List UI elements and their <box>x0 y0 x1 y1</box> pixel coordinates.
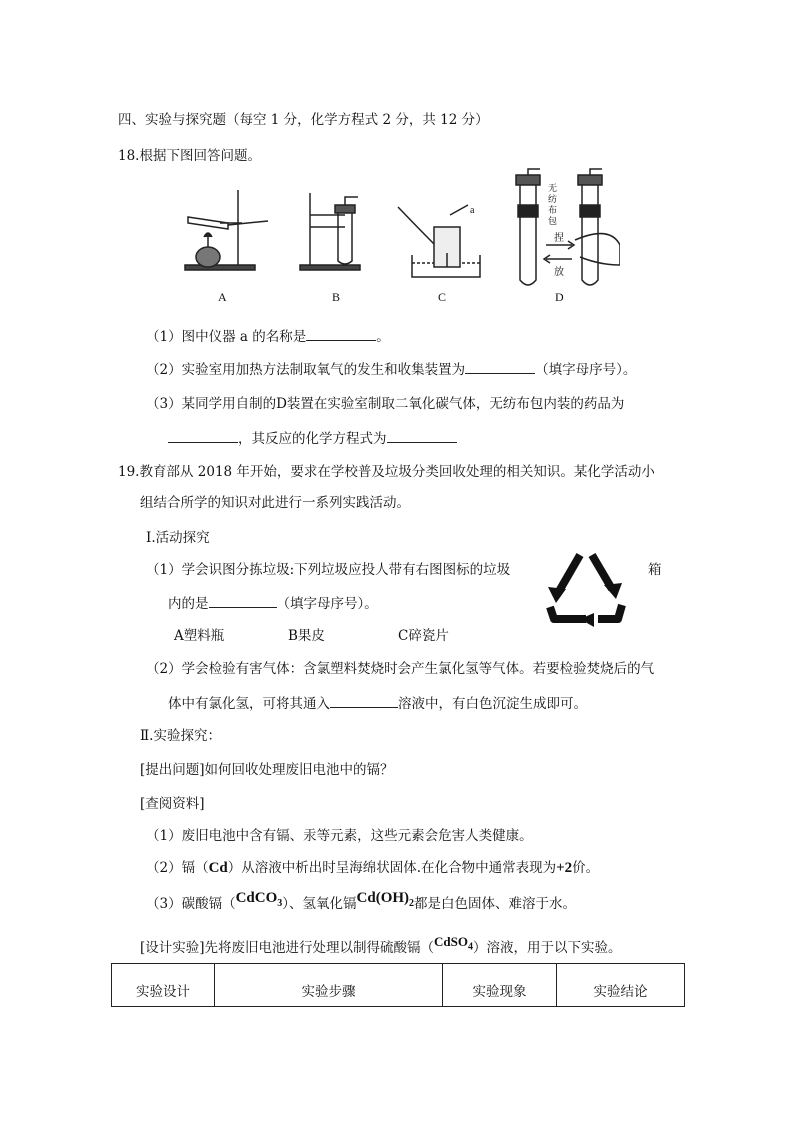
reference-3-end: 都是白色固体、难溶于水。 <box>414 896 577 912</box>
reference-2-text: （2）镉（ <box>146 860 209 876</box>
answer-blank-6[interactable] <box>330 693 398 708</box>
q18-part2-end: （填字母序号）。 <box>535 362 637 378</box>
reference-title: [查阅资料] <box>140 796 205 812</box>
formula-cdoh2 <box>356 890 415 909</box>
reference-2-mid: ）从溶液中析出时呈海绵状固体.在化合物中通常表现为 <box>227 860 557 876</box>
reference-3 <box>146 890 577 920</box>
q19-s1-line2-end: （填字母序号）。 <box>276 596 378 612</box>
q19-s2-line1: （2）学会检验有害气体：含氯塑料焚烧时会产生氯化氢等气体。若要检验焚烧后的气 <box>146 661 655 677</box>
part2-title: Ⅱ.实验探究： <box>140 728 221 744</box>
reference-3-text: （3）碳酸镉（ <box>146 896 236 912</box>
q19-s1-line1: （1）学会识图分拣垃圾:下列垃圾应投人带有右图图标的垃圾 <box>146 562 511 578</box>
figure-label-squeeze: 捏 <box>554 233 564 244</box>
experiment-table <box>111 963 685 1007</box>
apparatus-c <box>398 205 480 277</box>
q18-part1-text: （1）图中仪器 a 的名称是 <box>146 329 307 345</box>
reference-2 <box>146 858 599 878</box>
q19-stem-line2: 组结合所学的知识对此进行一系列实践活动。 <box>140 495 410 511</box>
q18-part3-mid: ，其反应的化学方程式为 <box>238 431 387 447</box>
figure-label-b: B <box>332 290 341 304</box>
design-end: ）溶液，用于以下实验。 <box>473 940 622 956</box>
reference-3-mid: ）、氢氧化镉 <box>282 896 357 912</box>
table-header-steps: 实验步骤 <box>215 964 443 1007</box>
section-heading: 四、实验与探究题（每空 1 分，化学方程式 2 分，共 12 分） <box>118 112 489 128</box>
formula-cdso4 <box>434 934 474 953</box>
option-b: B果皮 <box>288 628 325 644</box>
design-text: [设计实验]先将废旧电池进行处理以制得硫酸镉（ <box>140 940 435 956</box>
figure-label-c: C <box>438 290 447 304</box>
valence-value: +2 <box>556 860 573 876</box>
option-c: C碎瓷片 <box>398 628 449 644</box>
apparatus-figure <box>180 165 620 315</box>
reference-2-end: 价。 <box>572 860 600 876</box>
q19-s2-line2-text: 体中有氯化氢，可将其通入 <box>168 696 330 712</box>
table-header-row <box>112 964 685 1007</box>
q18-part2 <box>146 359 636 380</box>
q18-part3-line1: （3）某同学用自制的D装置在实验室制取二氧化碳气体，无纺布包内装的药品为 <box>146 396 625 412</box>
q19-s2-line2-end: 溶液中，有白色沉淀生成即可。 <box>398 696 587 712</box>
q19-s1-tail: 箱 <box>648 562 662 578</box>
figure-label-d: D <box>555 290 564 304</box>
table-header-design: 实验设计 <box>112 964 215 1007</box>
q18-part1 <box>146 326 390 347</box>
table-header-phenomena: 实验现象 <box>443 964 557 1007</box>
recycle-icon <box>540 543 632 631</box>
figure-label-a: A <box>218 290 227 304</box>
apparatus-d <box>516 169 620 285</box>
problem-statement: [提出问题]如何回收处理废旧电池中的镉？ <box>140 762 394 778</box>
formula-cdso4-base: CdSO <box>434 934 469 949</box>
apparatus-a <box>185 190 268 270</box>
answer-blank-4[interactable] <box>387 428 457 443</box>
formula-cdoh2-base: Cd(OH) <box>356 890 410 906</box>
q19-s2-line2 <box>168 693 587 714</box>
figure-label-bag: 无纺布包 <box>548 183 558 226</box>
formula-cdco3 <box>235 890 283 909</box>
q19-s1-line2 <box>168 593 378 614</box>
formula-cdoh2-sub: 2 <box>409 898 415 909</box>
answer-blank-1[interactable] <box>306 326 376 341</box>
design-experiment <box>140 934 622 964</box>
answer-blank-3[interactable] <box>168 428 238 443</box>
formula-cdco3-base: CdCO <box>235 890 278 906</box>
q19-s1-line2-text: 内的是 <box>168 596 209 612</box>
q18-part2-text: （2）实验室用加热方法制取氧气的发生和收集装置为 <box>146 362 466 378</box>
option-a: A塑料瓶 <box>174 628 225 644</box>
q19-stem-line1: 19.教育部从 2018 年开始，要求在学校普及垃圾分类回收处理的相关知识。某化学活动小 <box>118 464 655 480</box>
table-header-conclusion: 实验结论 <box>557 964 685 1007</box>
part1-title: I.活动探究 <box>146 530 210 546</box>
q18-stem: 18.根据下图回答问题。 <box>118 148 261 164</box>
formula-cd: Cd <box>208 860 228 876</box>
formula-cdco3-sub: 3 <box>277 898 283 909</box>
q18-part3-line2 <box>168 428 457 449</box>
figure-label-instrument-a: a <box>470 205 475 216</box>
formula-cdso4-sub: 4 <box>468 941 474 953</box>
answer-blank-2[interactable] <box>465 359 535 374</box>
answer-blank-5[interactable] <box>209 593 277 608</box>
apparatus-b <box>300 193 360 270</box>
reference-1: （1）废旧电池中含有镉、汞等元素，这些元素会危害人类健康。 <box>146 828 533 844</box>
q18-part1-end: 。 <box>376 329 390 345</box>
figure-label-release: 放 <box>554 267 564 278</box>
